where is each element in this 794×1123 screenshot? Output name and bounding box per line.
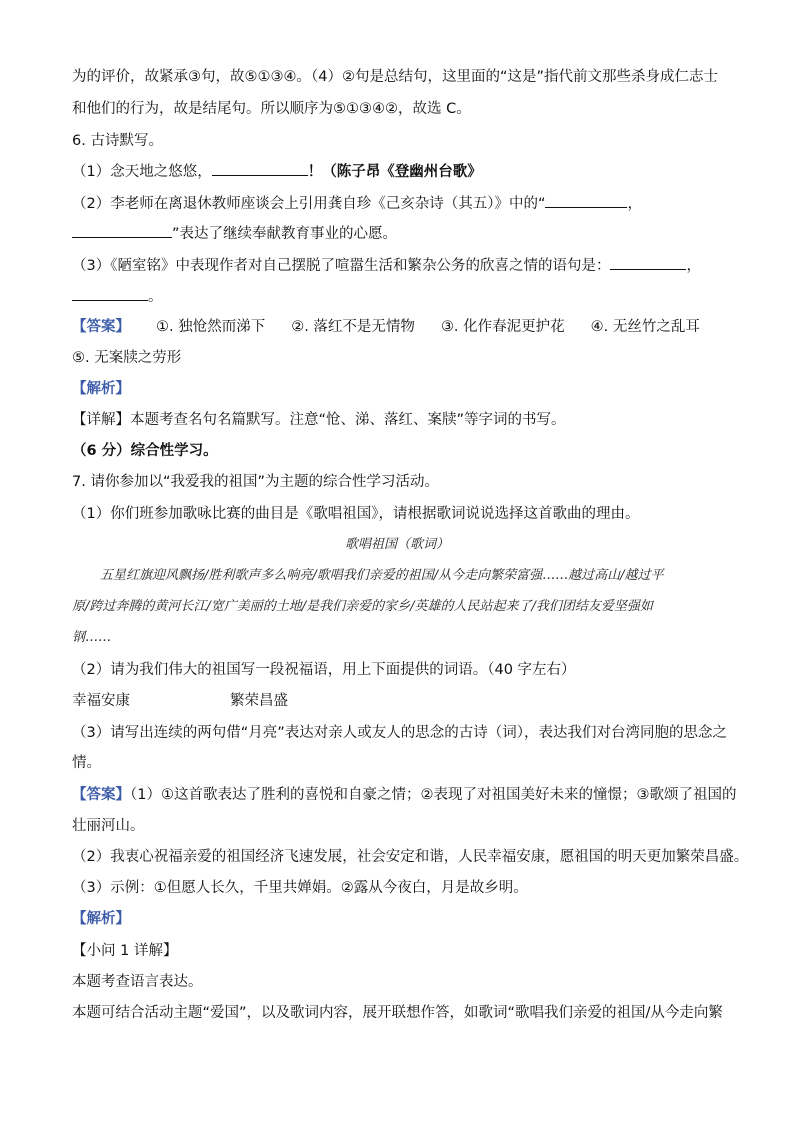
detail-text: 本题可结合活动主题“爱国”，以及歌词内容，展开联想作答，如歌词“歌唱我们亲爱的祖国/从今走向繁	[72, 1005, 723, 1021]
analysis-tag: 【解析】	[72, 911, 130, 927]
analysis-tag: 【解析】	[72, 381, 130, 397]
question-6-title: 6. 古诗默写。	[72, 133, 163, 149]
answer-tag: 【答案】	[72, 787, 130, 803]
sub-question-heading: 【小问 1 详解】	[72, 943, 178, 959]
detail-text: 本题考查语言表达。	[72, 974, 203, 990]
poem-line: 原/跨过奔腾的黄河长江/宽广美丽的土地/是我们亲爱的家乡/英雄的人民站起来了/我们团结友爱坚强如	[72, 599, 653, 614]
question-text: ！（陈子昂《登幽州台歌》	[307, 164, 482, 180]
answer-item: ③. 化作春泥更护花	[440, 319, 565, 335]
poem-line: 钢……	[72, 630, 112, 645]
text-line: 和他们的行为，故是结尾句。所以顺序为⑤①③④②，故选 C。	[72, 101, 471, 117]
question-7-3-cont: 情。	[72, 755, 101, 771]
poem-line: 五星红旗迎风飘扬/胜利歌声多么响亮/歌唱我们亲爱的祖国/从今走向繁荣富强……越过高山/越过平	[100, 568, 664, 583]
answer-row-7	[72, 785, 737, 805]
question-text: ，	[686, 258, 701, 274]
question-text: （1）念天地之悠悠，	[72, 164, 212, 180]
word-list	[72, 691, 732, 711]
answer-text: （3）示例：①但愿人长久，千里共婵娟。②露从今夜白，月是故乡明。	[72, 880, 528, 896]
question-6-2-cont	[72, 223, 732, 244]
section-title: （6 分）综合性学习。	[72, 443, 218, 459]
word-item: 幸福安康	[72, 693, 130, 709]
question-7-1: （1）你们班参加歌咏比赛的曲目是《歌唱祖国》，请根据歌词说说选择这首歌曲的理由。	[72, 506, 640, 522]
answer-item: ②. 落红不是无情物	[291, 319, 415, 335]
question-text: （3）《陋室铭》中表现作者对自己摆脱了喧嚣生活和繁杂公务的欣喜之情的语句是：	[72, 258, 611, 274]
answer-text: （1）①这首歌表达了胜利的喜悦和自豪之情；②表现了对祖国美好未来的憧憬；③歌颂了祖国的	[130, 787, 737, 803]
word-item: 繁荣昌盛	[230, 693, 288, 709]
question-6-1	[72, 161, 732, 182]
question-7-3: （3）请写出连续的两句借“月亮”表达对亲人或友人的思念的古诗（词），表达我们对台湾同胞的思念之	[72, 725, 727, 741]
text-line: 为的评价，故紧承③句，故⑤①③④。（4）②句是总结句，这里面的“这是”指代前文那些杀身成仁志士	[72, 69, 718, 85]
answer-text: 壮丽河山。	[72, 818, 145, 834]
answer-blank[interactable]	[212, 161, 308, 176]
question-6-2	[72, 193, 732, 214]
answer-blank[interactable]	[545, 193, 627, 208]
question-text: ，	[627, 196, 642, 212]
answer-item: ⑤. 无案牍之劳形	[72, 350, 182, 366]
question-7-2: （2）请为我们伟大的祖国写一段祝福语，用上下面提供的词语。（40 字左右）	[72, 662, 576, 678]
question-text: 。	[148, 289, 163, 305]
poem-title: 歌唱祖国（歌词）	[344, 537, 449, 552]
question-text: ”表达了继续奉献教育事业的心愿。	[172, 226, 398, 242]
answer-blank[interactable]	[610, 255, 686, 270]
answer-text: （2）我衷心祝福亲爱的祖国经济飞速发展，社会安定和谐，人民幸福安康，愿祖国的明天更加繁荣昌盛。	[72, 849, 749, 865]
answer-row-6	[72, 317, 732, 337]
question-6-3	[72, 255, 732, 276]
answer-item: ①. 独怆然而涕下	[156, 319, 266, 335]
answer-tag: 【答案】	[72, 319, 130, 335]
answer-blank[interactable]	[72, 286, 148, 301]
answer-blank[interactable]	[72, 223, 172, 238]
question-7-title: 7. 请你参加以“我爱我的祖国”为主题的综合性学习活动。	[72, 474, 439, 490]
answer-item: ④. 无丝竹之乱耳	[590, 319, 700, 335]
question-6-3-cont	[72, 286, 732, 307]
question-text: （2）李老师在离退休教师座谈会上引用龚自珍《己亥杂诗（其五）》中的“	[72, 196, 546, 212]
detail-6: 【详解】本题考查名句名篇默写。注意“怆、涕、落红、案牍”等字词的书写。	[72, 412, 566, 428]
